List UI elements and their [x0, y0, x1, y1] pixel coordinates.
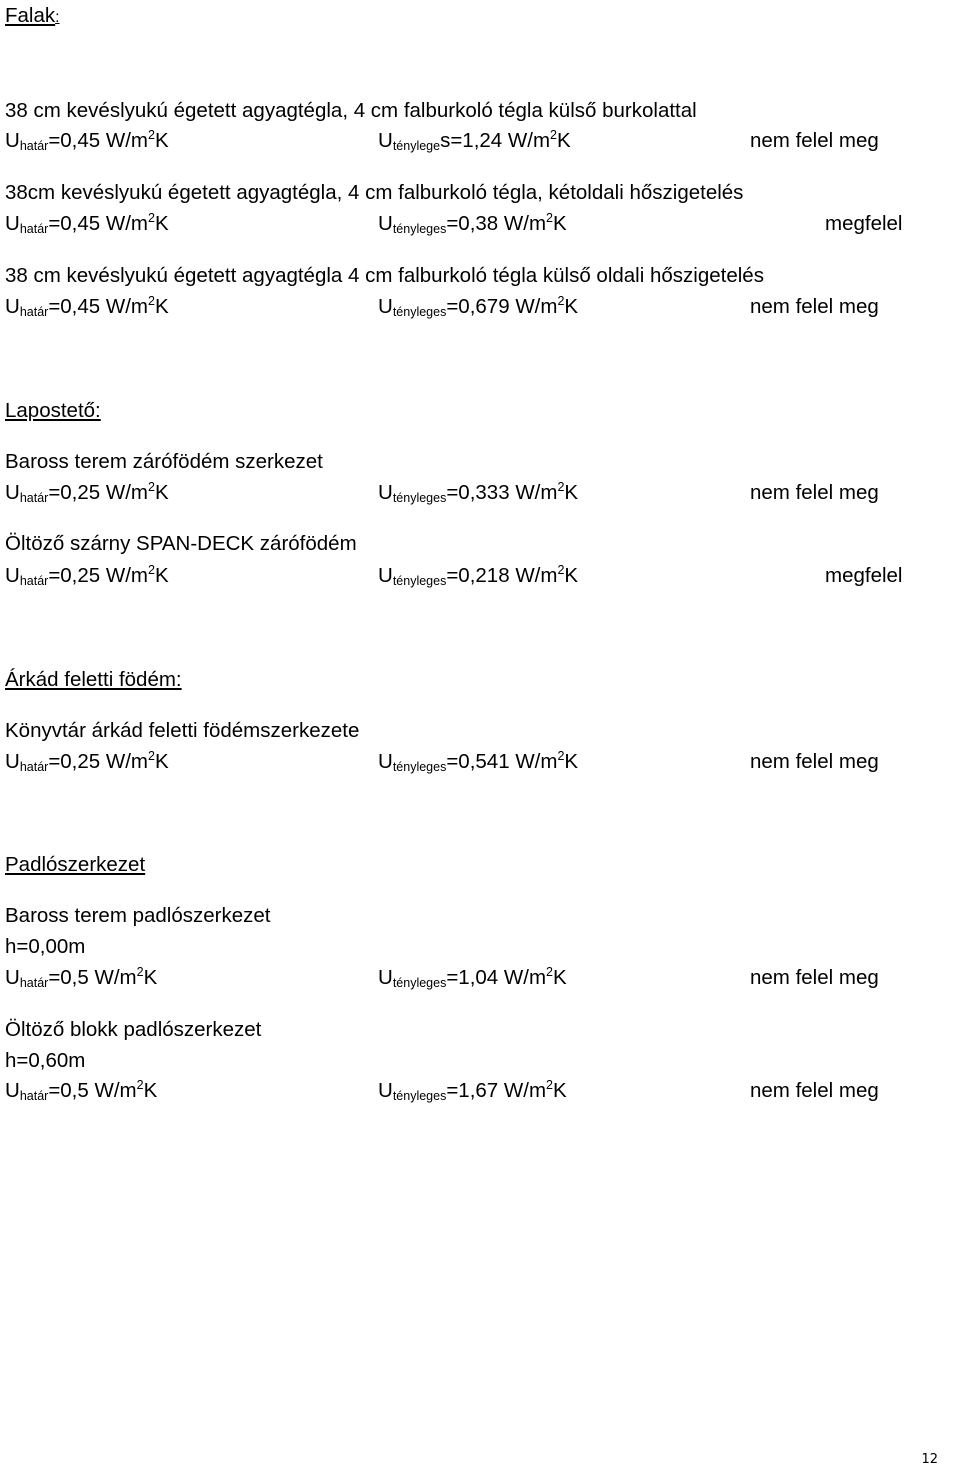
- result: nem felel meg: [750, 750, 879, 773]
- floor-2-height: h=0,60m: [5, 1049, 86, 1072]
- roof-1-values: [5, 481, 960, 505]
- floor-1-values: [5, 966, 960, 990]
- u-actual: $U_{tényleges}=0,218$ $W/m^2K$: [378, 563, 579, 588]
- result: nem felel meg: [750, 129, 879, 152]
- u-limit: $U_{határ}=0,25$ $W/m^2K$: [5, 749, 169, 774]
- page-number: 12: [921, 1452, 938, 1467]
- arcade-1-values: [5, 750, 960, 774]
- u-limit: $U_{határ}=0,5$ $W/m^2K$: [5, 1078, 158, 1103]
- wall-3-description: 38 cm kevéslyukú égetett agyagtégla 4 cm falburkoló tégla külső oldali hőszigetelés: [5, 264, 764, 287]
- u-limit: $U_{határ}=0,45$ $W/m^2K$: [5, 294, 169, 319]
- u-actual: $U_{tényleges}=0,38$ $W/m^2K$: [378, 211, 567, 236]
- arcade-1-description: Könyvtár árkád feletti födémszerkezete: [5, 719, 360, 742]
- floor-2-values: [5, 1079, 960, 1103]
- floor-1-height: h=0,00m: [5, 935, 86, 958]
- result: megfelel: [825, 564, 903, 587]
- u-actual: $U_{tényleges}=1,67$ $W/m^2K$: [378, 1078, 567, 1103]
- result: megfelel: [825, 212, 903, 235]
- u-actual: $U_{tényleges}=0,679$ $W/m^2K$: [378, 294, 579, 319]
- wall-2-values: [5, 212, 960, 236]
- u-limit: $U_{határ}=0,45$ $W/m^2K$: [5, 128, 169, 153]
- result: nem felel meg: [750, 481, 879, 504]
- wall-3-values: [5, 295, 960, 319]
- section-title-arkad: Árkád feletti födém:: [5, 668, 182, 691]
- u-limit: $U_{határ}=0,25$ $W/m^2K$: [5, 563, 169, 588]
- u-actual: $U_{tényleges}=1,04$ $W/m^2K$: [378, 965, 567, 990]
- u-actual: $U_{tényleges}=0,333$ $W/m^2K$: [378, 480, 579, 505]
- u-limit: $U_{határ}=0,45$ $W/m^2K$: [5, 211, 169, 236]
- u-limit: $U_{határ}=0,25$ $W/m^2K$: [5, 480, 169, 505]
- result: nem felel meg: [750, 966, 879, 989]
- roof-2-values: [5, 564, 960, 588]
- wall-1-description: 38 cm kevéslyukú égetett agyagtégla, 4 cm falburkoló tégla külső burkolattal: [5, 99, 697, 122]
- wall-2-description: 38cm kevéslyukú égetett agyagtégla, 4 cm falburkoló tégla, kétoldali hőszigetelés: [5, 181, 744, 204]
- u-actual: $U_{tényleges}=0,541$ $W/m^2K$: [378, 749, 579, 774]
- section-title-falak: [5, 4, 60, 30]
- section-title-lapostető: Lapostető:: [5, 399, 101, 422]
- result: nem felel meg: [750, 295, 879, 318]
- section-title-colon: :: [55, 9, 60, 26]
- result: nem felel meg: [750, 1079, 879, 1102]
- floor-1-description: Baross terem padlószerkezet: [5, 904, 271, 927]
- roof-1-description: Baross terem zárófödém szerkezet: [5, 450, 323, 473]
- section-title-padlo: Padlószerkezet: [5, 853, 146, 876]
- u-limit: $U_{határ}=0,5$ $W/m^2K$: [5, 965, 158, 990]
- roof-2-description: Öltöző szárny SPAN-DECK zárófödém: [5, 532, 357, 555]
- floor-2-description: Öltöző blokk padlószerkezet: [5, 1018, 262, 1041]
- wall-1-values: [5, 129, 960, 153]
- u-actual: $U_{ténylege}s=1,24$ $W/m^2K$: [378, 128, 571, 153]
- section-title-text: Falak: [5, 4, 56, 27]
